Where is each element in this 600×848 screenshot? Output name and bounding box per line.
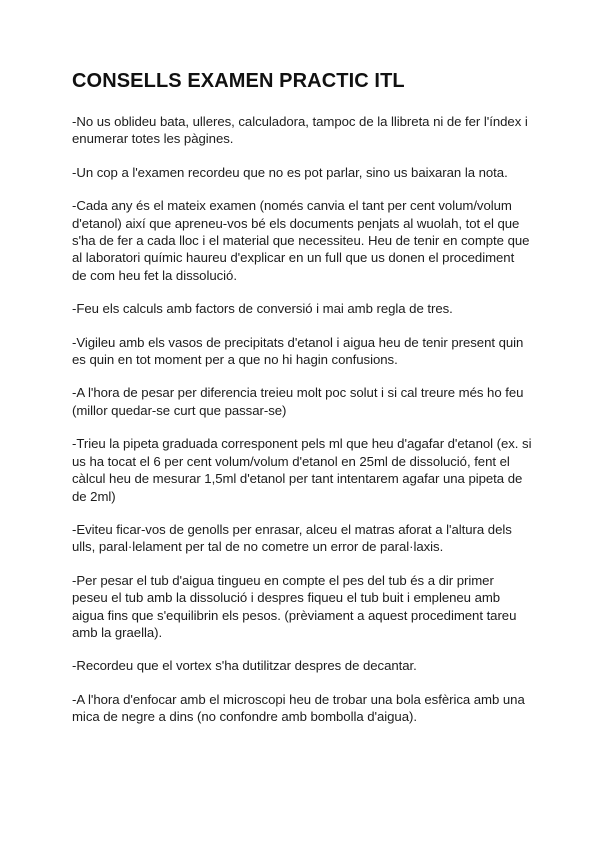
advice-paragraph-11: -A l'hora d'enfocar amb el microscopi heu de trobar una bola esfèrica amb una mica de negre a dins (no confondre amb bombolla d'aigua). <box>72 691 525 725</box>
document-page <box>72 70 532 742</box>
advice-paragraph-6: -A l'hora de pesar per diferencia treieu molt poc solut i si cal treure més ho feu (millor quedar-se curt que passar-se) <box>72 385 524 418</box>
advice-paragraph-5: -Vigileu amb els vasos de precipitats d'etanol i aigua heu de tenir present quin es quin en tot moment per a que no hi hagin confusions. <box>72 334 524 368</box>
advice-paragraph-10: -Recordeu que el vortex s'ha dutilitzar despres de decantar. <box>72 658 417 674</box>
document-title: CONSELLS EXAMEN PRACTIC ITL <box>72 70 405 92</box>
advice-paragraph-8: -Eviteu ficar-vos de genolls per enrasar, alceu el matras aforat a l'altura dels ulls, paral·lelament per tal de no cometre un error de paral·laxis. <box>72 521 512 555</box>
advice-paragraph-1: -No us oblideu bata, ulleres, calculadora, tampoc de la llibreta ni de fer l'índex i enumerar totes les pàgines. <box>72 114 528 147</box>
advice-paragraph-2: -Un cop a l'examen recordeu que no es pot parlar, sino us baixaran la nota. <box>72 164 508 180</box>
advice-paragraph-4: -Feu els calculs amb factors de conversió i mai amb regla de tres. <box>72 301 453 317</box>
advice-paragraph-3: -Cada any és el mateix examen (només canvia el tant per cent volum/volum d'etanol) així que apreneu-vos bé els documents penjats al wuolah, tot el que s'ha de fer a cada lloc i el material que necessiteu. Heu de tenir en compte que al laboratori químic haureu d'explicar en un full que us donen el procediment de com heu fet la dissolució. <box>72 198 530 283</box>
advice-paragraph-9: -Per pesar el tub d'aigua tingueu en compte el pes del tub és a dir primer peseu el tub amb la dissolució i despres fiqueu el tub buit i empleneu amb aigua fins que s'equilibrin els pesos. (prèviament a aquest procediment tareu amb la graella). <box>72 572 517 640</box>
advice-paragraph-7: -Trieu la pipeta graduada corresponent pels ml que heu d'agafar d'etanol (ex. si us ha tocat el 6 per cent volum/volum d'etanol en 25ml de dissolució, fent el càlcul heu de mesurar 1,5ml d'etanol per tant intentarem agafar una pipeta de de 2ml) <box>72 436 532 504</box>
